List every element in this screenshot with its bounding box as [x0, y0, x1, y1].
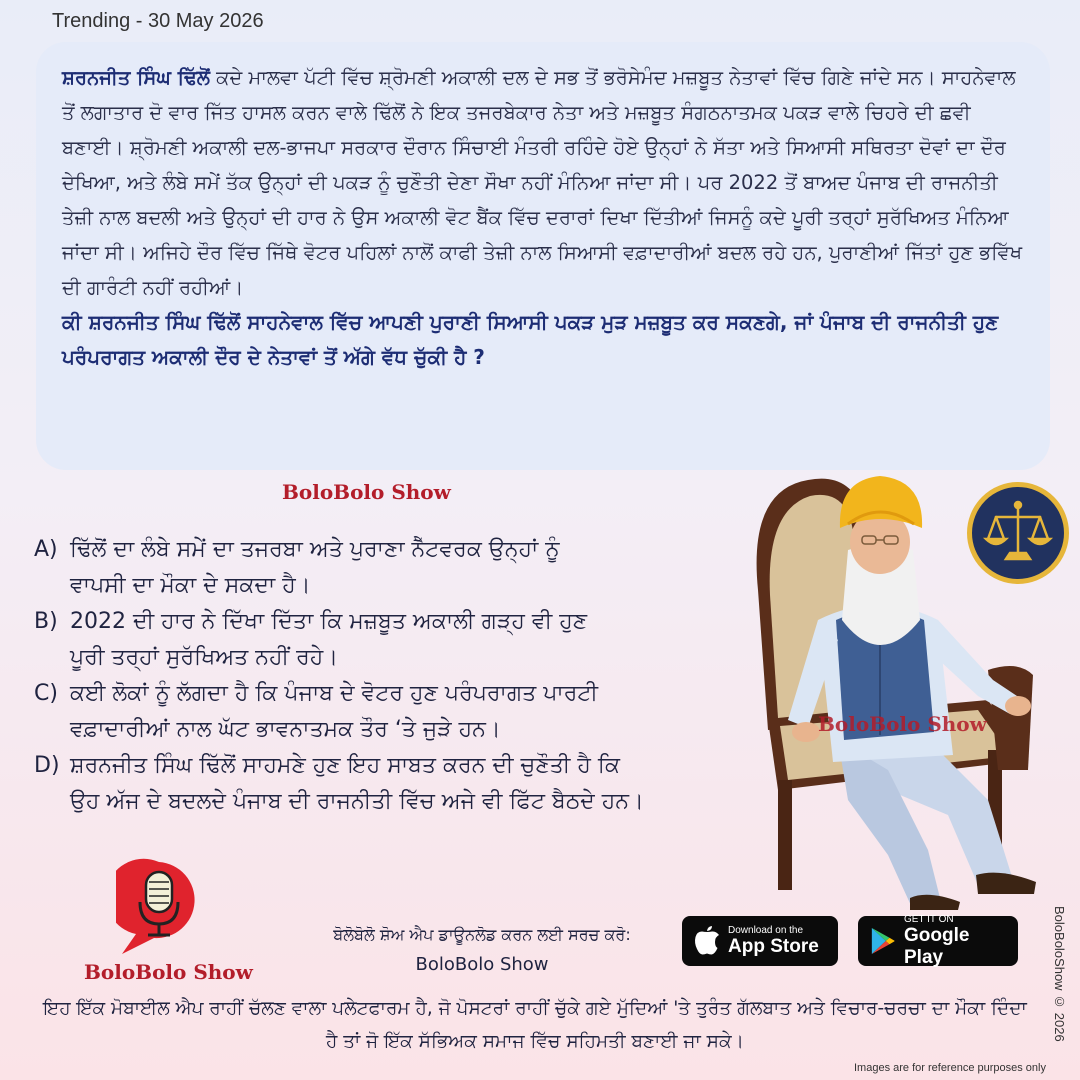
option-text-line2: ਵਫ਼ਾਦਾਰੀਆਂ ਨਾਲ ਘੱਟ ਭਾਵਨਾਤਮਕ ਤੌਰ ‘ਤੇ ਜੁੜੇ ਹਨ।	[70, 717, 501, 742]
option-a[interactable]	[34, 532, 734, 604]
watermark-center: BoloBolo Show	[818, 712, 987, 736]
google-play-small-label: GET IT ON	[904, 913, 954, 925]
app-store-button[interactable]	[682, 916, 838, 966]
option-text-line2: ਵਾਪਸੀ ਦਾ ਮੌਕਾ ਦੇ ਸਕਦਾ ਹੈ।	[70, 573, 311, 598]
trending-date: Trending - 30 May 2026	[52, 10, 264, 32]
option-key: A)	[34, 537, 58, 562]
politician-portrait-illustration	[738, 470, 1060, 910]
article-body	[62, 60, 1026, 305]
download-instructions	[262, 920, 702, 980]
image-disclaimer: Images are for reference purposes only	[854, 1062, 1046, 1074]
copyright-notice: BoloBoloShow © 2026	[1052, 906, 1067, 1042]
article-lead-name: ਸ਼ਰਨਜੀਤ ਸਿੰਘ ਢਿੱਲੋਂ	[62, 66, 210, 89]
option-key: D)	[34, 753, 60, 778]
microphone-icon	[116, 858, 202, 958]
option-key: C)	[34, 681, 58, 706]
option-b[interactable]	[34, 604, 734, 676]
footer-description: ਇਹ ਇੱਕ ਮੋਬਾਈਲ ਐਪ ਰਾਹੀਂ ਚੱਲਣ ਵਾਲਾ ਪਲੇਟਫਾਰਮ ਹੈ, ਜੋ ਪੋਸਟਰਾਂ ਰਾਹੀਂ ਚੁੱਕੇ ਗਏ ਮੁੱਦਿਆਂ 'ਤੇ ਤੁਰੰਤ ਗੱਲਬਾਤ ਅਤੇ ਵਿਚਾਰ-ਚਰਚਾ ਦਾ ਮੌਕਾ ਦਿੰਦਾ ਹੈ ਤਾਂ ਜੋ ਇੱਕ ਸੱਭਿਅਕ ਸਮਾਜ ਵਿੱਚ ਸਹਿਮਤੀ ਬਣਾਈ ਜਾ ਸਕੇ।	[43, 998, 1027, 1052]
app-store-label: App Store	[728, 935, 819, 957]
option-c[interactable]	[34, 676, 734, 748]
brand-logo-text: BoloBolo Show	[84, 960, 253, 984]
option-key: B)	[34, 609, 58, 634]
apple-icon	[694, 926, 720, 956]
app-store-small-label: Download on the	[728, 924, 804, 936]
poll-options	[34, 532, 734, 820]
option-d[interactable]	[34, 748, 734, 820]
download-line: ਬੋਲੋਬੋਲੋ ਸ਼ੋਅ ਐਪ ਡਾਊਨਲੋਡ ਕਰਨ ਲਈ ਸਰਚ ਕਰੋ:	[333, 925, 631, 944]
option-text-line1: ਢਿੱਲੋਂ ਦਾ ਲੰਬੇ ਸਮੇਂ ਦਾ ਤਜਰਬਾ ਅਤੇ ਪੁਰਾਣਾ ਨੈੱਟਵਰਕ ਉਨ੍ਹਾਂ ਨੂੰ	[70, 537, 560, 562]
article-question: ਕੀ ਸ਼ਰਨਜੀਤ ਸਿੰਘ ਢਿੱਲੋਂ ਸਾਹਨੇਵਾਲ ਵਿੱਚ ਆਪਣੀ ਪੁਰਾਣੀ ਸਿਆਸੀ ਪਕੜ ਮੁੜ ਮਜ਼ਬੂਤ ਕਰ ਸਕਣਗੇ, ਜਾਂ ਪੰਜਾਬ ਦੀ ਰਾਜਨੀਤੀ ਹੁਣ ਪਰੰਪਰਾਗਤ ਅਕਾਲੀ ਦੌਰ ਦੇ ਨੇਤਾਵਾਂ ਤੋਂ ਅੱਗੇ ਵੱਧ ਚੁੱਕੀ ਹੈ ?	[62, 310, 999, 369]
google-play-button[interactable]	[858, 913, 1018, 968]
watermark-top: BoloBolo Show	[282, 480, 451, 504]
option-text-line1: 2022 ਦੀ ਹਾਰ ਨੇ ਦਿੱਖਾ ਦਿੱਤਾ ਕਿ ਮਜ਼ਬੂਤ ਅਕਾਲੀ ਗੜ੍ਹ ਵੀ ਹੁਣ	[70, 609, 588, 634]
google-play-icon	[870, 926, 896, 956]
app-search-name: BoloBolo Show	[415, 954, 549, 975]
option-text-line1: ਸ਼ਰਨਜੀਤ ਸਿੰਘ ਢਿੱਲੋਂ ਸਾਹਮਣੇ ਹੁਣ ਇਹ ਸਾਬਤ ਕਰਨ ਦੀ ਚੁਣੌਤੀ ਹੈ ਕਿ	[70, 753, 620, 778]
article-panel	[36, 42, 1050, 470]
google-play-label: Google Play	[904, 924, 970, 968]
option-text-line2: ਉਹ ਅੱਜ ਦੇ ਬਦਲਦੇ ਪੰਜਾਬ ਦੀ ਰਾਜਨੀਤੀ ਵਿੱਚ ਅਜੇ ਵੀ ਫਿੱਟ ਬੈਠਦੇ ਹਨ।	[70, 789, 644, 814]
option-text-line2: ਪੂਰੀ ਤਰ੍ਹਾਂ ਸੁਰੱਖਿਅਤ ਨਹੀਂ ਰਹੇ।	[70, 645, 339, 670]
article-body-text: ਕਦੇ ਮਾਲਵਾ ਪੱਟੀ ਵਿੱਚ ਸ਼੍ਰੋਮਣੀ ਅਕਾਲੀ ਦਲ ਦੇ ਸਭ ਤੋਂ ਭਰੋਸੇਮੰਦ ਮਜ਼ਬੂਤ ਨੇਤਾਵਾਂ ਵਿੱਚ ਗਿਣੇ ਜਾਂਦੇ ਸਨ। ਸਾਹਨੇਵਾਲ ਤੋਂ ਲਗਾਤਾਰ ਦੋ ਵਾਰ ਜਿੱਤ ਹਾਸਲ ਕਰਨ ਵਾਲੇ ਢਿੱਲੋਂ ਨੇ ਇਕ ਤਜਰਬੇਕਾਰ ਨੇਤਾ ਅਤੇ ਮਜ਼ਬੂਤ ਸੰਗਠਨਾਤਮਕ ਪਕੜ ਵਾਲੇ ਚਿਹਰੇ ਦੀ ਛਵੀ ਬਣਾਈ। ਸ਼੍ਰੋਮਣੀ ਅਕਾਲੀ ਦਲ-ਭਾਜਪਾ ਸਰਕਾਰ ਦੌਰਾਨ ਸਿੰਚਾਈ ਮੰਤਰੀ ਰਹਿੰਦੇ ਹੋਏ ਉਨ੍ਹਾਂ ਨੇ ਸੱਤਾ ਅਤੇ ਸਿਆਸੀ ਸਥਿਰਤਾ ਦੋਵਾਂ ਦਾ ਦੌਰ ਦੇਖਿਆ, ਅਤੇ ਲੰਬੇ ਸਮੇਂ ਤੱਕ ਉਨ੍ਹਾਂ ਦੀ ਪਕੜ ਨੂੰ ਚੁਣੌਤੀ ਦੇਣਾ ਸੌਖਾ ਨਹੀਂ ਮੰਨਿਆ ਜਾਂਦਾ ਸੀ। ਪਰ 2022 ਤੋਂ ਬਾਅਦ ਪੰਜਾਬ ਦੀ ਰਾਜਨੀਤੀ ਤੇਜ਼ੀ ਨਾਲ ਬਦਲੀ ਅਤੇ ਉਨ੍ਹਾਂ ਦੀ ਹਾਰ ਨੇ ਉਸ ਅਕਾਲੀ ਵੋਟ ਬੈਂਕ ਵਿੱਚ ਦਰਾਰਾਂ ਦਿਖਾ ਦਿੱਤੀਆਂ ਜਿਸਨੂੰ ਕਦੇ ਪੂਰੀ ਤਰ੍ਹਾਂ ਸੁਰੱਖਿਅਤ ਮੰਨਿਆ ਜਾਂਦਾ ਸੀ। ਅਜਿਹੇ ਦੌਰ ਵਿੱਚ ਜਿੱਥੇ ਵੋਟਰ ਪਹਿਲਾਂ ਨਾਲੋਂ ਕਾਫੀ ਤੇਜ਼ੀ ਨਾਲ ਸਿਆਸੀ ਵਫ਼ਾਦਾਰੀਆਂ ਬਦਲ ਰਹੇ ਹਨ, ਪੁਰਾਣੀਆਂ ਜਿੱਤਾਂ ਹੁਣ ਭਵਿੱਖ ਦੀ ਗਾਰੰਟੀ ਨਹੀਂ ਰਹੀਆਂ।	[62, 66, 1023, 299]
option-text-line1: ਕਈ ਲੋਕਾਂ ਨੂੰ ਲੱਗਦਾ ਹੈ ਕਿ ਪੰਜਾਬ ਦੇ ਵੋਟਰ ਹੁਣ ਪਰੰਪਰਾਗਤ ਪਾਰਟੀ	[70, 681, 599, 706]
